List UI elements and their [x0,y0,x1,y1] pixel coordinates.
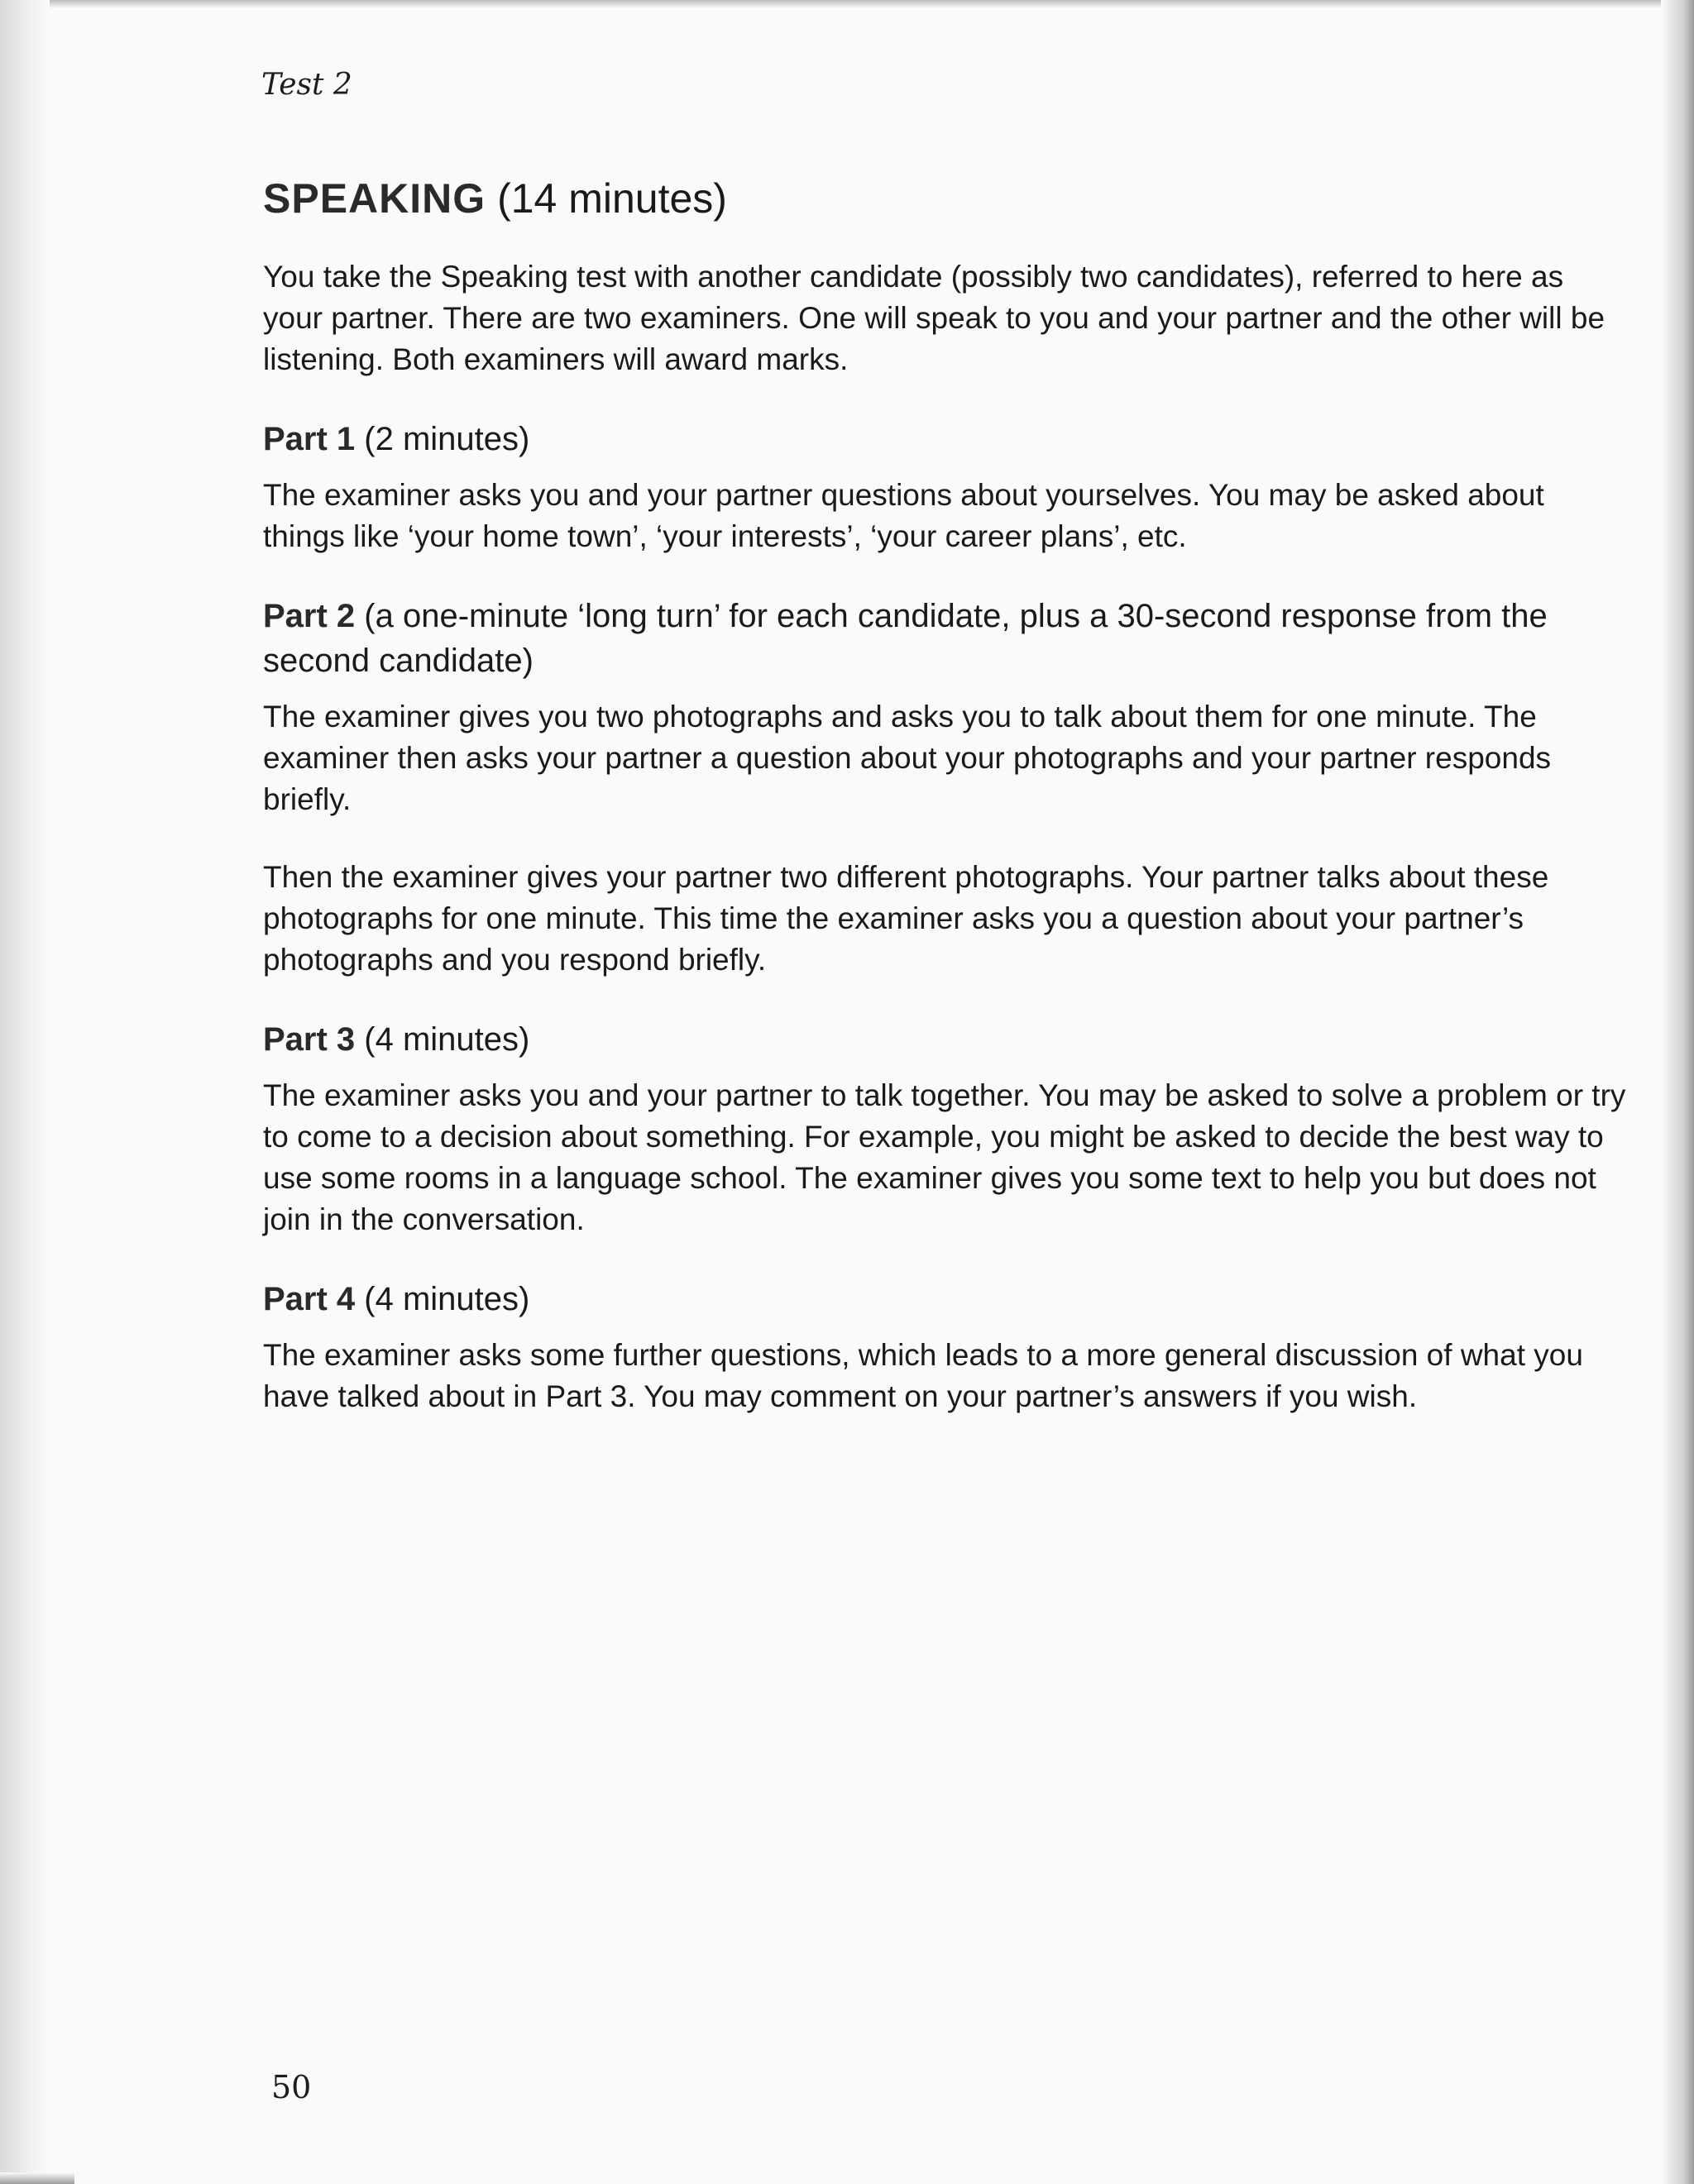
part-2-duration: (a one-minute ‘long turn’ for each candidate, plus a 30-second response from the second candidate) [263,598,1548,679]
part-4-paragraph: The examiner asks some further questions, which leads to a more general discussion of what you have talked about in Part 3. You may comment on your partner’s answers if you wish. [263,1338,1583,1413]
part-1-heading [263,417,1628,461]
page-content [263,174,1628,1454]
page-edge-bottom [0,2172,74,2184]
part-3-label: Part 3 [263,1021,356,1058]
page-edge-top [0,0,1694,8]
section-title [263,174,1628,223]
part-1-duration: (2 minutes) [355,421,530,457]
part-1-label: Part 1 [263,421,356,457]
part-4-heading [263,1277,1628,1321]
part-2-heading [263,594,1628,683]
section-title-duration: (14 minutes) [486,175,727,222]
section-title-keyword: SPEAKING [263,175,486,222]
running-head: Test 2 [261,68,352,102]
part-2-label: Part 2 [263,598,356,634]
page-edge-right [1661,0,1694,2184]
part-3-paragraph: The examiner asks you and your partner to talk together. You may be asked to solve a problem or try to come to a decision about something. For example, you might be asked to decide the best way to use some rooms in a language school. The examiner gives you some text to help you but does not join in the conversation. [263,1078,1626,1236]
part-1-paragraph: The examiner asks you and your partner questions about yourselves. You may be asked about things like ‘your home town’, ‘your interests’, ‘your career plans’, etc. [263,478,1544,553]
page-number: 50 [271,2069,312,2105]
intro-paragraph: You take the Speaking test with another candidate (possibly two candidates), referred to here as your partner. There are two examiners. One will speak to you and your partner and the other will be listening. Both examiners will award marks. [263,260,1605,376]
part-3-duration: (4 minutes) [355,1021,530,1058]
part-3-heading [263,1017,1628,1062]
page-edge-left [0,0,50,2184]
part-4-label: Part 4 [263,1281,356,1317]
part-4-duration: (4 minutes) [355,1281,530,1317]
part-2-paragraph-2: Then the examiner gives your partner two different photographs. Your partner talks about these photographs for one minute. This time the examiner asks you a question about your partner’s photographs and you respond briefly. [263,860,1549,977]
part-2-paragraph-1: The examiner gives you two photographs and asks you to talk about them for one minute. The examiner then asks your partner a question about your photographs and your partner responds briefly. [263,700,1552,816]
